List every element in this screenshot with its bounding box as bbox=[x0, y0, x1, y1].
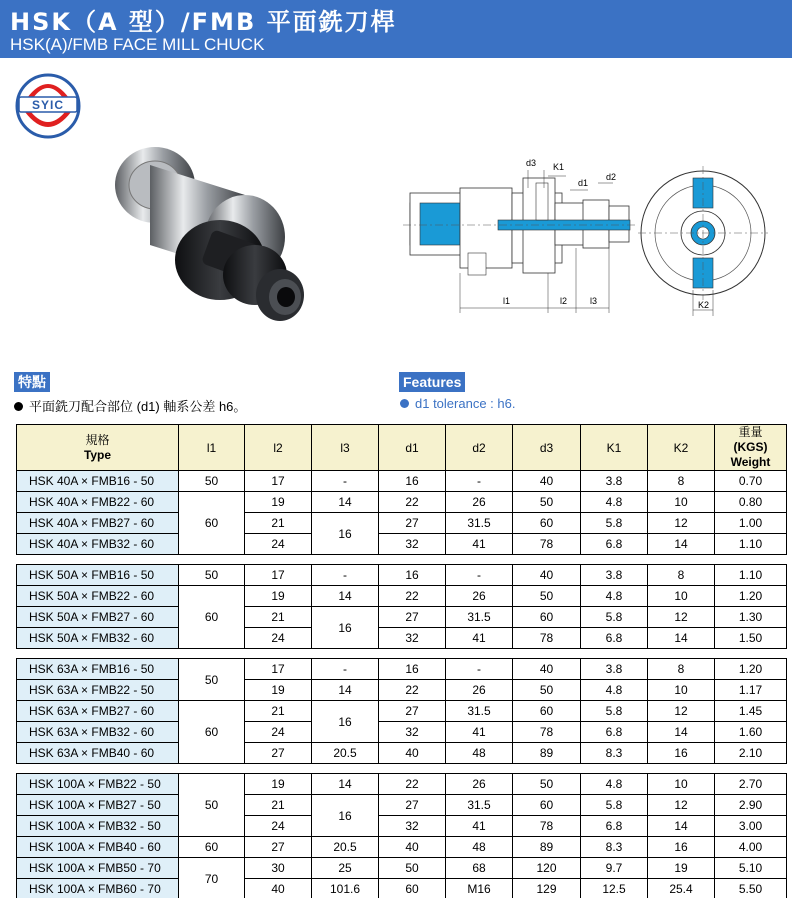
cell-k1: 4.8 bbox=[581, 774, 648, 795]
cell-d3: 40 bbox=[513, 471, 581, 492]
cell-d2: 26 bbox=[446, 774, 513, 795]
cell-k1: 5.8 bbox=[581, 795, 648, 816]
features-label-cn: 特點 bbox=[14, 372, 50, 392]
cell-weight: 2.10 bbox=[715, 743, 787, 764]
cell-type: HSK 40A × FMB16 - 50 bbox=[17, 471, 179, 492]
cell-d2: - bbox=[446, 471, 513, 492]
cell-weight: 1.45 bbox=[715, 701, 787, 722]
group-separator bbox=[17, 764, 787, 774]
cell-k1: 5.8 bbox=[581, 513, 648, 534]
cell-k1: 4.8 bbox=[581, 680, 648, 701]
cell-d2: 41 bbox=[446, 534, 513, 555]
table-row bbox=[17, 879, 787, 898]
cell-l2: 19 bbox=[245, 586, 312, 607]
header-weight-unit: (KGS) bbox=[733, 440, 768, 454]
cell-d3: 50 bbox=[513, 774, 581, 795]
cell-l1: 50 bbox=[179, 659, 245, 701]
cell-weight: 1.10 bbox=[715, 534, 787, 555]
cell-k2: 8 bbox=[648, 471, 715, 492]
cell-l2: 24 bbox=[245, 722, 312, 743]
cell-d3: 50 bbox=[513, 586, 581, 607]
cell-l1: 60 bbox=[179, 586, 245, 649]
label-l2: l2 bbox=[560, 296, 568, 306]
cell-d3: 60 bbox=[513, 607, 581, 628]
header-type-en: Type bbox=[83, 447, 112, 462]
cell-k2: 12 bbox=[648, 795, 715, 816]
cell-d3: 78 bbox=[513, 534, 581, 555]
cell-l2: 30 bbox=[245, 858, 312, 879]
label-k1: K1 bbox=[553, 162, 565, 172]
table-row bbox=[17, 816, 787, 837]
cell-type: HSK 63A × FMB27 - 60 bbox=[17, 701, 179, 722]
cell-k1: 3.8 bbox=[581, 659, 648, 680]
cell-l3: 25 bbox=[312, 858, 379, 879]
table-row bbox=[17, 586, 787, 607]
group-separator bbox=[17, 555, 787, 565]
table-row bbox=[17, 565, 787, 586]
cell-type: HSK 100A × FMB40 - 60 bbox=[17, 837, 179, 858]
table-row bbox=[17, 858, 787, 879]
table-row bbox=[17, 743, 787, 764]
cell-l3: 16 bbox=[312, 607, 379, 649]
cell-l1: 70 bbox=[179, 858, 245, 898]
cell-type: HSK 100A × FMB32 - 50 bbox=[17, 816, 179, 837]
cell-d1: 40 bbox=[379, 743, 446, 764]
cell-l1: 60 bbox=[179, 837, 245, 858]
cell-k2: 12 bbox=[648, 513, 715, 534]
table-header-row bbox=[17, 425, 787, 471]
cell-type: HSK 63A × FMB40 - 60 bbox=[17, 743, 179, 764]
cell-l3: 14 bbox=[312, 586, 379, 607]
cell-l2: 40 bbox=[245, 879, 312, 898]
cell-l3: 16 bbox=[312, 795, 379, 837]
header-d3: d3 bbox=[513, 425, 581, 471]
cell-k1: 12.5 bbox=[581, 879, 648, 898]
cell-weight: 1.20 bbox=[715, 659, 787, 680]
cell-l2: 21 bbox=[245, 795, 312, 816]
cell-d1: 16 bbox=[379, 565, 446, 586]
cell-k2: 14 bbox=[648, 722, 715, 743]
cell-k2: 10 bbox=[648, 774, 715, 795]
features-text-en-value: d1 tolerance : h6. bbox=[415, 396, 516, 411]
cell-k1: 4.8 bbox=[581, 586, 648, 607]
cell-l3: 16 bbox=[312, 513, 379, 555]
cell-k1: 6.8 bbox=[581, 628, 648, 649]
header-type-cn: 規格 bbox=[85, 432, 110, 447]
group-separator bbox=[17, 649, 787, 659]
header-weight-cn: 重量 bbox=[738, 425, 763, 439]
cell-d2: 26 bbox=[446, 492, 513, 513]
cell-d3: 60 bbox=[513, 795, 581, 816]
table-row bbox=[17, 513, 787, 534]
cell-l2: 19 bbox=[245, 492, 312, 513]
label-l1: l1 bbox=[503, 296, 511, 306]
cell-l3: 14 bbox=[312, 492, 379, 513]
cell-type: HSK 100A × FMB60 - 70 bbox=[17, 879, 179, 898]
cell-d1: 32 bbox=[379, 534, 446, 555]
header-l1: l1 bbox=[179, 425, 245, 471]
cell-weight: 1.20 bbox=[715, 586, 787, 607]
cell-d1: 27 bbox=[379, 795, 446, 816]
cell-k2: 12 bbox=[648, 701, 715, 722]
cell-l2: 27 bbox=[245, 837, 312, 858]
cell-d2: 31.5 bbox=[446, 513, 513, 534]
cell-l2: 24 bbox=[245, 816, 312, 837]
cell-k1: 6.8 bbox=[581, 722, 648, 743]
features-label-en: Features bbox=[399, 372, 465, 392]
cell-d1: 27 bbox=[379, 513, 446, 534]
group-separator-cell bbox=[17, 649, 787, 659]
cell-weight: 1.50 bbox=[715, 628, 787, 649]
cell-weight: 2.70 bbox=[715, 774, 787, 795]
cell-type: HSK 100A × FMB50 - 70 bbox=[17, 858, 179, 879]
table-row bbox=[17, 659, 787, 680]
header-weight-en: Weight bbox=[730, 455, 771, 469]
cell-k1: 3.8 bbox=[581, 565, 648, 586]
cell-type: HSK 63A × FMB16 - 50 bbox=[17, 659, 179, 680]
cell-k2: 10 bbox=[648, 680, 715, 701]
cell-d1: 27 bbox=[379, 607, 446, 628]
label-l3: l3 bbox=[590, 296, 598, 306]
table-row bbox=[17, 722, 787, 743]
features-text-cn bbox=[14, 396, 246, 415]
cell-type: HSK 40A × FMB22 - 60 bbox=[17, 492, 179, 513]
cell-weight: 3.00 bbox=[715, 816, 787, 837]
cell-k1: 6.8 bbox=[581, 816, 648, 837]
cell-d3: 89 bbox=[513, 837, 581, 858]
cell-type: HSK 50A × FMB22 - 60 bbox=[17, 586, 179, 607]
cell-weight: 5.50 bbox=[715, 879, 787, 898]
cell-d1: 32 bbox=[379, 628, 446, 649]
cell-k2: 25.4 bbox=[648, 879, 715, 898]
cell-k2: 19 bbox=[648, 858, 715, 879]
cell-l2: 24 bbox=[245, 628, 312, 649]
cell-k1: 8.3 bbox=[581, 743, 648, 764]
cell-l2: 19 bbox=[245, 774, 312, 795]
cell-d1: 22 bbox=[379, 680, 446, 701]
cell-k1: 6.8 bbox=[581, 534, 648, 555]
logo-text: SYIC bbox=[31, 98, 65, 112]
cell-l3: 14 bbox=[312, 774, 379, 795]
cell-d1: 32 bbox=[379, 722, 446, 743]
cell-weight: 1.30 bbox=[715, 607, 787, 628]
cell-l2: 21 bbox=[245, 701, 312, 722]
cell-d1: 16 bbox=[379, 659, 446, 680]
cell-k1: 5.8 bbox=[581, 701, 648, 722]
cell-d3: 89 bbox=[513, 743, 581, 764]
cell-k2: 8 bbox=[648, 659, 715, 680]
cell-l3: - bbox=[312, 471, 379, 492]
cell-d2: 48 bbox=[446, 743, 513, 764]
cell-d3: 50 bbox=[513, 492, 581, 513]
page-subtitle: HSK(A)/FMB FACE MILL CHUCK bbox=[10, 35, 265, 54]
syic-logo bbox=[13, 72, 83, 140]
cell-l1: 60 bbox=[179, 701, 245, 764]
cell-l3: 20.5 bbox=[312, 837, 379, 858]
features-text-cn-value: 平面銑刀配合部位 (d1) 軸系公差 h6。 bbox=[29, 399, 247, 414]
table-row bbox=[17, 471, 787, 492]
cell-k2: 16 bbox=[648, 837, 715, 858]
cell-weight: 1.17 bbox=[715, 680, 787, 701]
label-d3: d3 bbox=[526, 158, 537, 168]
cell-k1: 4.8 bbox=[581, 492, 648, 513]
cell-l3: 20.5 bbox=[312, 743, 379, 764]
cell-k1: 8.3 bbox=[581, 837, 648, 858]
cell-weight: 5.10 bbox=[715, 858, 787, 879]
cell-d3: 40 bbox=[513, 659, 581, 680]
header-d2: d2 bbox=[446, 425, 513, 471]
cell-type: HSK 63A × FMB32 - 60 bbox=[17, 722, 179, 743]
cell-d3: 120 bbox=[513, 858, 581, 879]
table-row bbox=[17, 628, 787, 649]
cell-d2: 68 bbox=[446, 858, 513, 879]
cell-k2: 14 bbox=[648, 816, 715, 837]
cell-d2: 41 bbox=[446, 628, 513, 649]
cell-l2: 19 bbox=[245, 680, 312, 701]
cell-l1: 50 bbox=[179, 565, 245, 586]
cell-d1: 27 bbox=[379, 701, 446, 722]
cell-type: HSK 50A × FMB27 - 60 bbox=[17, 607, 179, 628]
cell-d3: 78 bbox=[513, 816, 581, 837]
cell-d1: 22 bbox=[379, 492, 446, 513]
cell-l1: 60 bbox=[179, 492, 245, 555]
cell-k1: 5.8 bbox=[581, 607, 648, 628]
cell-weight: 2.90 bbox=[715, 795, 787, 816]
cell-d1: 22 bbox=[379, 586, 446, 607]
cell-d2: 48 bbox=[446, 837, 513, 858]
cell-d3: 78 bbox=[513, 628, 581, 649]
cell-d1: 32 bbox=[379, 816, 446, 837]
header-k1: K1 bbox=[581, 425, 648, 471]
spec-table bbox=[16, 424, 787, 898]
cell-d2: 26 bbox=[446, 586, 513, 607]
header-type bbox=[17, 425, 179, 471]
cell-k1: 9.7 bbox=[581, 858, 648, 879]
technical-drawing bbox=[398, 148, 783, 323]
features-text-en bbox=[400, 396, 515, 411]
header-l2: l2 bbox=[245, 425, 312, 471]
cell-d3: 50 bbox=[513, 680, 581, 701]
cell-l1: 50 bbox=[179, 774, 245, 837]
cell-k2: 10 bbox=[648, 492, 715, 513]
cell-k2: 8 bbox=[648, 565, 715, 586]
table-row bbox=[17, 492, 787, 513]
product-photo bbox=[95, 125, 315, 350]
cell-weight: 1.00 bbox=[715, 513, 787, 534]
cell-d2: 41 bbox=[446, 816, 513, 837]
cell-type: HSK 100A × FMB22 - 50 bbox=[17, 774, 179, 795]
cell-d3: 60 bbox=[513, 513, 581, 534]
cell-weight: 4.00 bbox=[715, 837, 787, 858]
cell-weight: 1.10 bbox=[715, 565, 787, 586]
cell-weight: 0.80 bbox=[715, 492, 787, 513]
cell-l2: 21 bbox=[245, 513, 312, 534]
table-row bbox=[17, 607, 787, 628]
cell-l3: 16 bbox=[312, 701, 379, 743]
cell-d3: 40 bbox=[513, 565, 581, 586]
label-k2: K2 bbox=[698, 300, 710, 310]
cell-weight: 0.70 bbox=[715, 471, 787, 492]
cell-d1: 22 bbox=[379, 774, 446, 795]
cell-d2: 26 bbox=[446, 680, 513, 701]
cell-d2: 31.5 bbox=[446, 795, 513, 816]
cell-l2: 27 bbox=[245, 743, 312, 764]
cell-d1: 40 bbox=[379, 837, 446, 858]
bullet-icon bbox=[400, 399, 409, 408]
label-d2: d2 bbox=[606, 172, 617, 182]
header-d1: d1 bbox=[379, 425, 446, 471]
page-title: HSK（A 型）/FMB 平面銑刀桿 bbox=[10, 8, 397, 36]
bullet-icon bbox=[14, 402, 23, 411]
table-row bbox=[17, 534, 787, 555]
cell-d2: 41 bbox=[446, 722, 513, 743]
spec-table-body bbox=[17, 471, 787, 898]
cell-k2: 12 bbox=[648, 607, 715, 628]
header-weight bbox=[715, 425, 787, 471]
cell-type: HSK 63A × FMB22 - 50 bbox=[17, 680, 179, 701]
cell-d3: 78 bbox=[513, 722, 581, 743]
cell-k2: 14 bbox=[648, 534, 715, 555]
cell-l2: 17 bbox=[245, 471, 312, 492]
cell-type: HSK 50A × FMB16 - 50 bbox=[17, 565, 179, 586]
cell-d2: 31.5 bbox=[446, 607, 513, 628]
cell-k2: 14 bbox=[648, 628, 715, 649]
group-separator-cell bbox=[17, 555, 787, 565]
cell-l2: 17 bbox=[245, 659, 312, 680]
cell-type: HSK 40A × FMB32 - 60 bbox=[17, 534, 179, 555]
cell-l3: 14 bbox=[312, 680, 379, 701]
table-row bbox=[17, 837, 787, 858]
cell-d1: 50 bbox=[379, 858, 446, 879]
cell-l2: 17 bbox=[245, 565, 312, 586]
cell-k1: 3.8 bbox=[581, 471, 648, 492]
cell-l1: 50 bbox=[179, 471, 245, 492]
cell-type: HSK 40A × FMB27 - 60 bbox=[17, 513, 179, 534]
cell-l2: 21 bbox=[245, 607, 312, 628]
table-row bbox=[17, 795, 787, 816]
cell-d2: - bbox=[446, 565, 513, 586]
cell-d1: 16 bbox=[379, 471, 446, 492]
cell-k2: 16 bbox=[648, 743, 715, 764]
cell-d1: 60 bbox=[379, 879, 446, 898]
label-d1: d1 bbox=[578, 178, 589, 188]
cell-l3: 101.6 bbox=[312, 879, 379, 898]
header-banner bbox=[0, 0, 792, 58]
cell-d2: M16 bbox=[446, 879, 513, 898]
cell-weight: 1.60 bbox=[715, 722, 787, 743]
cell-d3: 129 bbox=[513, 879, 581, 898]
cell-d3: 60 bbox=[513, 701, 581, 722]
cell-k2: 10 bbox=[648, 586, 715, 607]
cell-type: HSK 100A × FMB27 - 50 bbox=[17, 795, 179, 816]
cell-l3: - bbox=[312, 565, 379, 586]
cell-d2: - bbox=[446, 659, 513, 680]
header-k2: K2 bbox=[648, 425, 715, 471]
header-l3: l3 bbox=[312, 425, 379, 471]
cell-d2: 31.5 bbox=[446, 701, 513, 722]
table-row bbox=[17, 701, 787, 722]
cell-l3: - bbox=[312, 659, 379, 680]
group-separator-cell bbox=[17, 764, 787, 774]
table-row bbox=[17, 774, 787, 795]
cell-l2: 24 bbox=[245, 534, 312, 555]
cell-type: HSK 50A × FMB32 - 60 bbox=[17, 628, 179, 649]
table-row bbox=[17, 680, 787, 701]
